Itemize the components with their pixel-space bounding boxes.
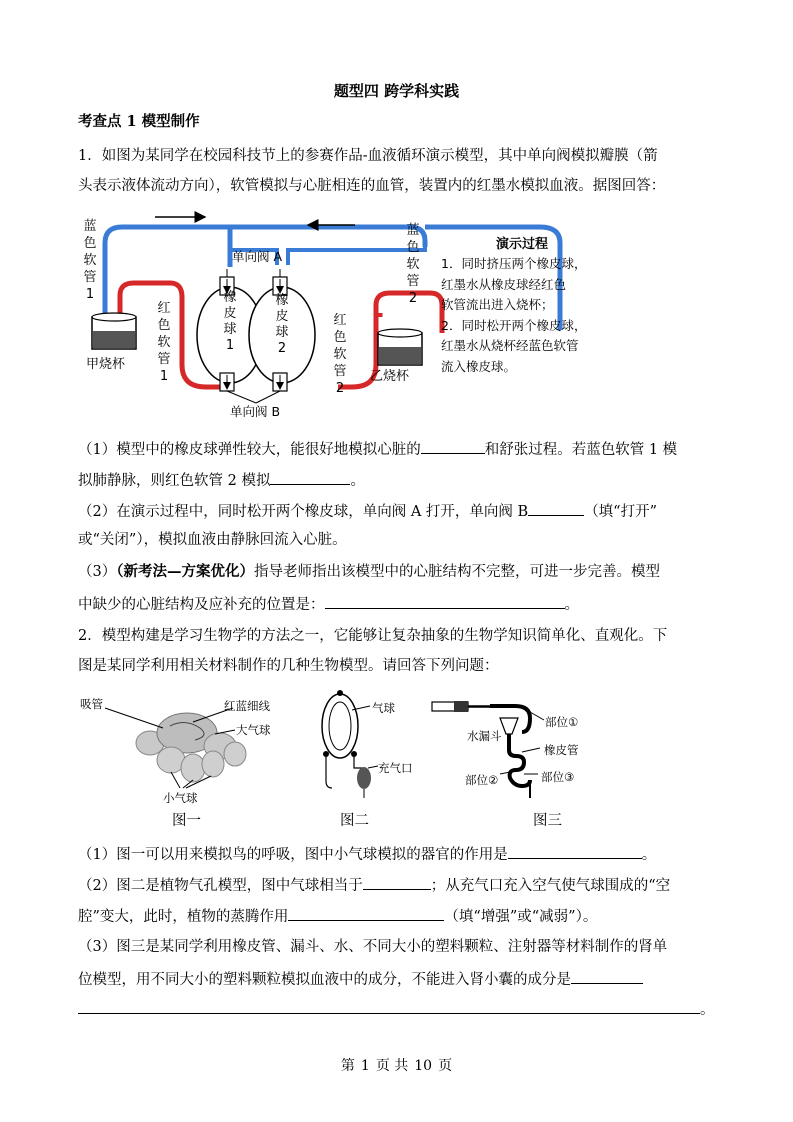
red-tube-1-label: 红 色 软 管 1 <box>157 301 171 384</box>
q1-part1-line2: 拟肺静脉，则红色软管 2 模拟 。 <box>78 469 365 491</box>
fig3-label-part3: 部位③ <box>541 770 575 784</box>
q1-part2-line1: （2）在演示过程中，同时松开两个橡皮球，单向阀 A 打开，单向阀 B （填“打开” <box>78 500 657 522</box>
fig3-label-funnel: 水漏斗 <box>467 729 502 743</box>
q1-part2-line2: 或“关闭”），模拟血液由静脉回流入心脏。 <box>78 532 347 548</box>
q2-part3-line1: （3）图三是某同学利用橡皮管、漏斗、水、不同大小的塑料颗粒、注射器等材料制作的肾单 <box>78 939 668 955</box>
fig1-label-thread: 红蓝细线 <box>224 699 270 713</box>
answer-blank-1[interactable] <box>421 438 485 454</box>
q1-part3-line2: 中缺少的心脏结构及应补充的位置是： 。 <box>78 593 579 615</box>
fig3-label-part2: 部位② <box>465 773 499 787</box>
fig3-label-part1: 部位① <box>545 715 579 729</box>
figure-2-diagram <box>308 686 413 806</box>
answer-blank-2[interactable] <box>270 469 350 485</box>
figure-3-diagram <box>430 690 610 805</box>
beaker-yi-label: 乙烧杯 <box>370 369 410 384</box>
total-page-number: 10 <box>414 1058 433 1074</box>
q2-part1: （1）图一可以用来模拟鸟的呼吸，图中小气球模拟的器官的作用是 。 <box>78 843 656 865</box>
valve-a-label: 单向阀 A <box>232 249 283 264</box>
answer-blank-8[interactable] <box>571 968 643 984</box>
q1-part1-line1: （1）模型中的橡皮球弹性较大，能很好地模拟心脏的 和舒张过程。若蓝色软管 1 模 <box>78 438 677 460</box>
q2-part3-line2: 位模型，用不同大小的塑料颗粒模拟血液中的成分，不能进入肾小囊的成分是 <box>78 968 643 990</box>
answer-blank-6[interactable] <box>363 874 431 890</box>
fig3-caption: 图三 <box>533 813 562 829</box>
q1-stem-line1: 1．如图为某同学在校园科技节上的参赛作品-血液循环演示模型，其中单向阀模拟瓣膜（箭 <box>78 148 658 164</box>
q2-part2-line2: 腔”变大，此时，植物的蒸腾作用 （填“增强”或“减弱”）。 <box>78 905 597 927</box>
demo-process-text: 1．同时挤压两个橡皮球， 红墨水从橡皮球经红色 软管流出进入烧杯； 2．同时松开两个橡皮球， 红墨水从烧杯经蓝色软管 流入橡皮球。 <box>441 256 587 374</box>
answer-blank-7[interactable] <box>288 905 444 921</box>
q2-part3-line3: 。 <box>78 998 715 1020</box>
valve-b-label: 单向阀 B <box>230 404 281 419</box>
red-tube-2-label: 红 色 软 管 2 <box>333 313 347 396</box>
answer-blank-9[interactable] <box>78 998 700 1014</box>
page-footer: 第 1 页 共 10 页 <box>340 1058 453 1074</box>
fig1-label-straw: 吸管 <box>80 697 103 711</box>
beaker-jia <box>92 313 136 349</box>
fig2-caption: 图二 <box>340 813 369 829</box>
section-heading: 考查点 1 模型制作 <box>78 113 200 130</box>
rubber-ball-1-label: 橡 皮 球 1 <box>223 290 237 353</box>
fig2-label-balloon: 气球 <box>372 701 395 715</box>
q1-stem-line2: 头表示液体流动方向），软管模拟与心脏相连的血管，装置内的红墨水模拟血液。据图回答： <box>78 178 666 194</box>
answer-blank-3[interactable] <box>528 500 584 516</box>
fig3-label-rubber-tube: 橡皮管 <box>544 743 579 757</box>
blue-tube-2-label: 蓝 色 软 管 2 <box>406 223 420 306</box>
beaker-jia-label: 甲烧杯 <box>86 357 126 372</box>
fig2-label-inlet: 充气口 <box>378 761 413 775</box>
q1-part3-line1: （3）（新考法—方案优化）指导老师指出该模型中的心脏结构不完整，可进一步完善。模型 <box>78 563 660 580</box>
q2-part2-line1: （2）图二是植物气孔模型，图中气球相当于 ；从充气口充入空气使气球围成的“空 <box>78 874 670 896</box>
answer-blank-4[interactable] <box>325 593 565 609</box>
current-page-number: 1 <box>360 1058 370 1074</box>
blue-tube-1-label: 蓝 色 软 管 1 <box>83 219 97 302</box>
fig1-caption: 图一 <box>172 813 201 829</box>
fig1-label-big-balloon: 大气球 <box>236 723 271 737</box>
rubber-ball-2-label: 橡 皮 球 2 <box>275 293 289 356</box>
demo-title: 演示过程 <box>496 237 549 252</box>
beaker-yi <box>378 329 422 365</box>
answer-blank-5[interactable] <box>508 843 642 859</box>
q2-stem-line1: 2．模型构建是学习生物学的方法之一，它能够让复杂抽象的生物学知识简单化、直观化。下 <box>78 628 668 644</box>
fig1-label-small-balloon: 小气球 <box>163 791 198 805</box>
page-title: 题型四 跨学科实践 <box>333 82 460 100</box>
q2-stem-line2: 图是某同学利用相关材料制作的几种生物模型。请回答下列问题： <box>78 658 499 674</box>
